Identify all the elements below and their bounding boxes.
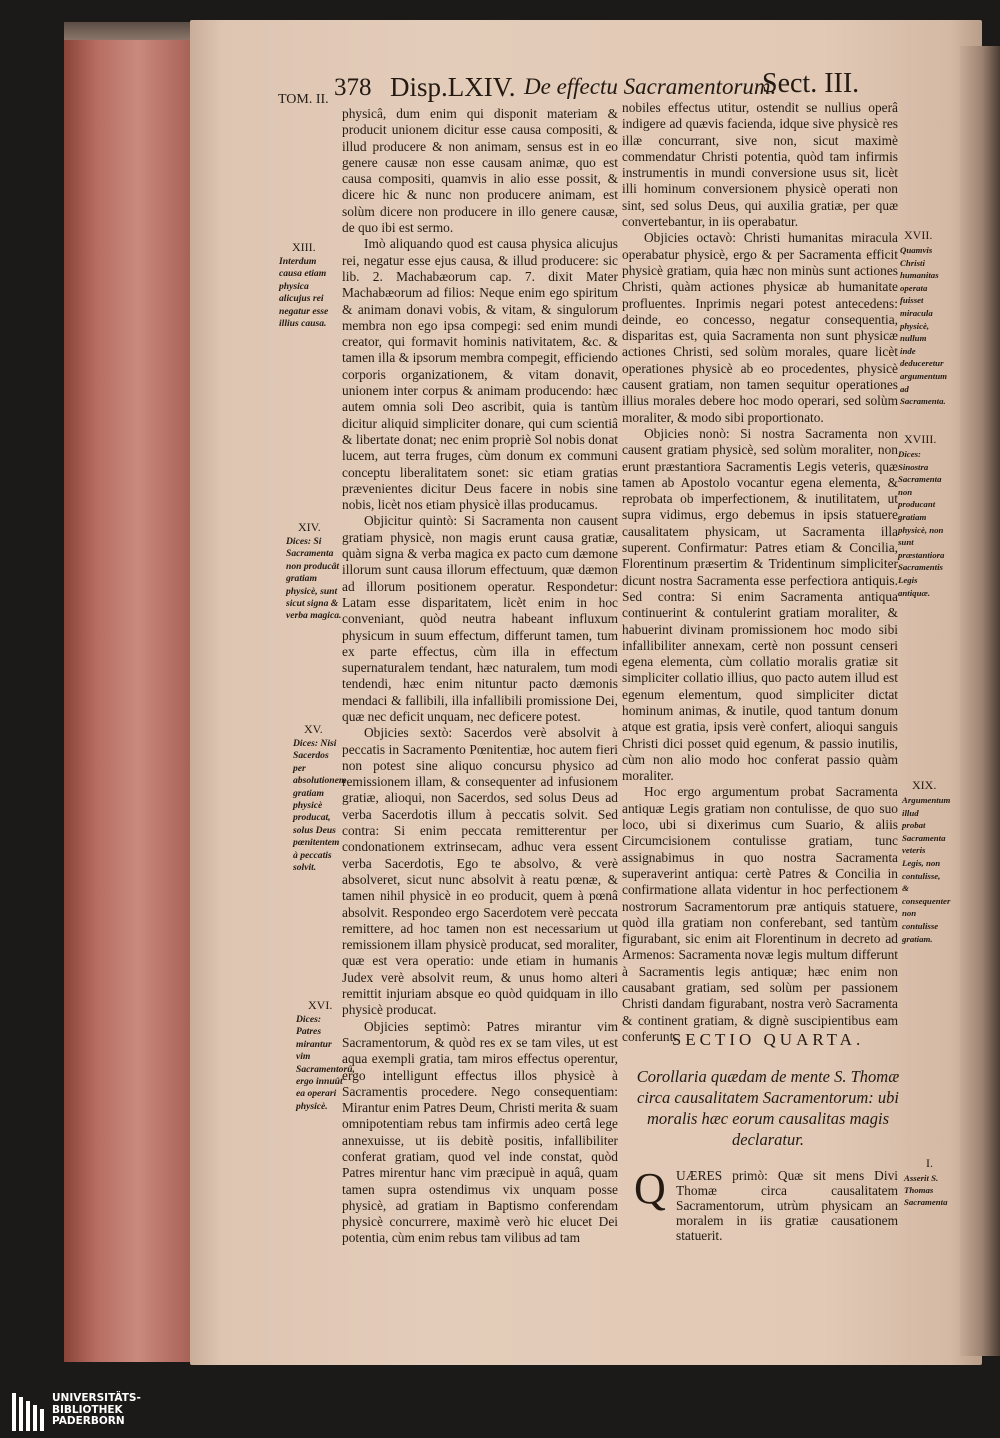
drop-cap: Q [634,1164,666,1213]
right-column [622,100,898,1045]
book-gutter [960,46,1000,1356]
margin-note: Dices: Sinostra Sacramenta non producant gratiam physicè, non sunt præstantiora Sacramentis Legis antiquæ. [898,449,945,598]
paragraph: Objicies octavò: Christi humanitas miracula operabatur physicè, ergo & per Sacramenta efficit physicè gratiam, quia hæc non minùs sunt actiones Christi, quàm actiones physicæ ab humanitate profluentes. Inprimis negari potest antecedens: deinde, eo concesso, negatur consequentia, disparitas est, quia Sacramenta non sunt physicæ actiones Christi, sed solùm morales, quare licèt operationes physicè ab eo procedentes, physicè causent gratiam, non tamen sequitur operationes illius morales debere hoc modo operari, sed solùm moraliter, & modo sibi proportionato. [622,230,898,425]
margin-number: XV. [304,722,323,736]
margin-number: XIX. [912,778,937,792]
running-title: De effectu Sacramentorum. [524,74,777,99]
library-line: BIBLIOTHEK [52,1403,123,1416]
paragraph: Objicitur quintò: Si Sacramenta non causent gratiam physicè, non magis erunt causa gratiæ, quàm signa & verba magica ex pacto cum dæmone illorum sunt causa illorum effectuum, quæ dæmon ad illorum positionem operatur. Respondetur: Latam esse disparitatem, licèt enim in hoc conveniant, quòd neutra habeant influxum physicum in suum effectum, differunt tamen, tum ex parte effectus, cùm illa in effectum supernaturalem tendant, hæc naturalem, tum modi tendendi, hæc enim nituntur pacto dæmonis mendaci & fallibili, illa infallibili promissione Dei, quæ nec deficit unquam, nec deficere potest. [342,513,618,724]
section-four-text [676,1168,898,1243]
library-line: PADERBORN [52,1415,125,1427]
library-logo-icon [12,1393,46,1431]
margin-note: Asserit S. Thomas Sacramenta [904,1173,948,1207]
paragraph: nobiles effectus utitur, ostendit se nullius operâ indigere ad quævis facienda, idque sive physicè res illæ concurrant, sive non, sicut maximè commendatur Christi potentia, quòd tam infirmis instrumentis in mundi conversione usus sit, licèt illi hominum conversionem physicè operati non sint, sed solus Deus, qui auxilia gratiæ, per quæ convertebantur, in iis operabatur. [622,100,898,230]
margin-note: Argumentum illud probat Sacramenta veteris Legis, non contulisse, & consequenter non contulisse gratiam. [902,795,951,944]
margin-number: XIII. [292,240,316,254]
page-number: 378 [334,74,372,101]
section-label: Sect. III. [762,68,860,99]
margin-note: Dices: Patres mirantur vim Sacramentorû, ergo innuût ea operari physicè. [296,1014,355,1112]
margin-number: XVIII. [904,432,937,446]
margin-number: I. [926,1156,933,1170]
margin-note: Dices: Si Sacramenta non producât gratiam physicè, sunt sicut signa & verba magica. [286,536,342,622]
left-column [342,106,618,1247]
margin-note: Interdum causa etiam physica alicujus rei negatur esse illius causa. [279,256,329,330]
margin-number: XVI. [308,998,333,1012]
running-header [278,62,878,107]
disputation-label: Disp.LXIV. [390,72,516,102]
tome-label: TOM. II. [278,92,329,107]
paragraph: physicâ, dum enim qui disponit materiam & producit unionem dicitur esse causa compositi, & illud producere & non animam, sensus est in eo genere causæ non esse causam animæ, quo est causa compositi, quamvis in alio esse possit, & dicere hic & nunc non producere animam, est solùm dicere non producere in illo genere causæ, de quo ibi est sermo. [342,106,618,236]
section-heading: SECTIO QUARTA. [671,1030,865,1049]
paragraph: UÆRES primò: Quæ sit mens Divi Thomæ circa causalitatem Sacramentorum, utrùm physicam an moralem in iis gratiæ causationem statuerit. [676,1168,898,1243]
margin-number: XIV. [298,520,321,534]
margin-note: Dices: Nisi Sacerdos per absolutionem gratiam physicè producat, solus Deus pœnitentem à peccatis solvit. [293,738,347,874]
footer-bar [0,1388,1000,1438]
paragraph: Imò aliquando quod est causa physica alicujus rei, negatur esse ejus causa, & illud producere: sic lib. 2. Machabæorum cap. 7. dixit Mater Machabæorum ad filios: Neque enim ego spiritum & animam donavi vobis, & vitam, & singulorum membra non ego ipsa compegi: sed enim mundi creator, qui formavit hominis nativitatem, &c. & tamen illa & ipsorum membra compegit, efficiendo corporis organizationem, & vitam donavit, unionem inter corpus & animam producendo: hæc autem omnia soli Deo ascribit, quia is tantùm dicitur aliquid simpliciter donare, qui cum scientiâ & libertate donat; nec enim propriè Sol nobis donat lucem, aut terra fruges, cùm donum ex communi conceptu liberalitatem sonet: sic etiam gratias prævenientes dicitur Deus facere in nobis sine nobis, licèt nos etiam physicè illas producamus. [342,236,618,513]
paragraph: Hoc ergo argumentum probat Sacramenta antiquæ Legis gratiam non contulisse, de quo suo loco, ubi si dixerimus cum Suario, & aliis Circumcisionem contulisse gratiam, tunc assignabimus in quo nostra Sacramenta superaverint antiqua: certè Patres & Concilia in confirmatione allata videntur in hoc perfectionem nostrorum Sacramentorum præ antiquis statuere, quòd illa gratiam non conferebant, sed tantùm figurabant, sic enim ait Florentinum in decreto ad Armenos: Sacramenta novæ legis multum differunt à Sacramentis legis antiquæ; hæc enim non causabant gratiam, sed solùm per passionem Christi dandam figurabant, nostra verò Sacramenta & continent gratiam, & dignè suscipientibus eam conferunt. [622,784,898,1044]
paragraph: Objicies septimò: Patres mirantur vim Sacramentorum, & quòd res ex se tam viles, ut est aqua exempli gratia, tam miros effectus operentur, ergo intelligunt effectus illos physicè à Sacramentis procedere. Nego consequentiam: Mirantur enim Patres Deum, Christi merita & suam omnipotentiam rebus tam infirmis adeo certâ lege annexuisse, ut iis debitè positis, infallibiliter conferat gratiam, quod vel inde constat, quòd Patres mirentur hanc vim præcipuè in aquâ, quam tamen supra ostendimus vix unquam posse physicè, ad gratiam in Baptismo conferendam physicè concurrere, maximè verò hic elucet Dei potentia, cùm enim rebus tam vilibus ad tam [342,1018,618,1246]
paragraph: Objicies nonò: Si nostra Sacramenta non causent gratiam physicè, sed solùm moraliter, non erunt præstantiora Sacramentis Legis veteris, quæ tamen ab Apostolo vocantur egena elementa, & reprobata ob imperfectionem, & inutilitatem, ut supra vidimus, ergo debemus in ipsis statuere causalitatem physicam, ut Sacramenta illa superent. Confirmatur: Patres etiam & Concilia, Florentinum præsertim & Tridentinum simpliciter dicunt nostra Sacramenta esse perfectiora antiquis. Sed contra: Si enim Sacramenta antiqua continuerint & contulerint gratiam moraliter, & habuerint divinam promissionem hoc modo sibi infallibiliter annexam, certè non possunt censeri egena elementa, cùm collatio moralis gratiæ sit simpliciter collatio illius, quo pacto autem illud est egenum elementum, quod simpliciter dictat hominum animas, & inutile, quod tantum donum atque est gratia, ipsis verè confert, alioqui sanguis Christi dici posset quid egenum, & passio inutilis, cùm non alio modo hoc conferat passio quàm moraliter. [622,425,898,784]
library-name [52,1393,141,1428]
section-subheading: Corollaria quædam de mente S. Thomæ circa causalitatem Sacramentorum: ubi moralis hæc eorum causalitas magis declaratur. [636,1067,900,1149]
margin-number: XVII. [904,228,933,242]
library-line: UNIVERSITÄTS- [52,1392,141,1404]
margin-note: Quamvis Christi humanitas operata fuisset miracula physicè, nullum inde deduceretur argumentum ad Sacramenta. [900,245,947,407]
paragraph: Objicies sextò: Sacerdos verè absolvit à peccatis in Sacramento Pœnitentiæ, hoc autem fieri non potest sine aliquo concursu physico ad remissionem illam, & consequenter ad infusionem gratiæ, alioqui, non Sacerdos, sed solus Deus ad verba Sacerdotis illum à peccatis solvit. Sed contra: Si enim peccata remitterentur per condonationem extrinsecam, adhuc vera essent verba Sacerdotis, Ego te absolvo, & verè absolveret, sicut nunc absolvit à reatu pœnæ, & tamen nihil physicè in eo producit, quem à pœnâ absolvit. Respondeo ergo Sacerdotem verè peccata remittere, ad hoc tamen non est necessarium ut remissionem illam physicè producat, sed moraliter, quæ est vera operatio: unde etiam in humanis Judex verè absolvit reum, & unus homo alteri remittit injuriam absque eo quòd quidquam in illo physicè producat. [342,725,618,1018]
